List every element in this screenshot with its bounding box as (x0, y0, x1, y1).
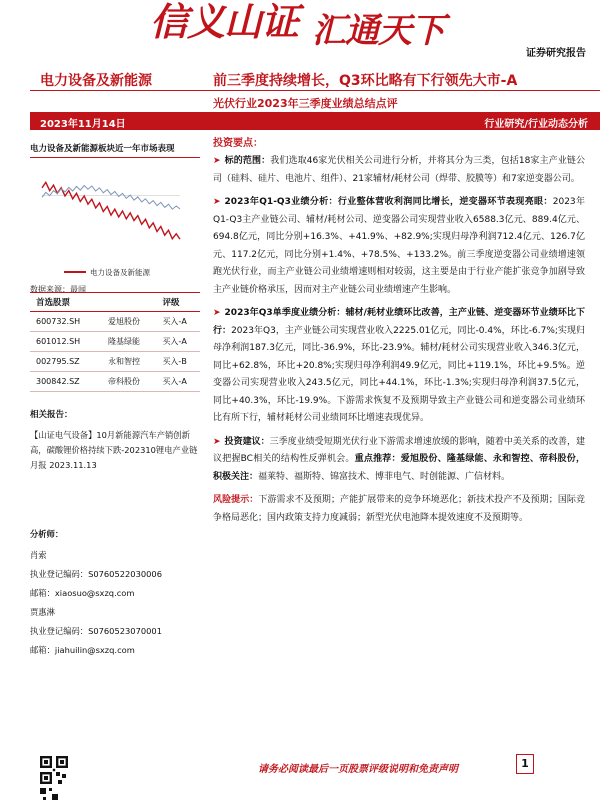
paragraph-body: 三季度业绩受短期光伏行业下游需求增速放缓的影响，随着中美关系的改善，建议把握BC相关的结构性反弹机会。 (213, 436, 585, 464)
stock-table (30, 292, 200, 392)
date-bar (30, 112, 600, 130)
paragraph-body: 2023年Q3，主产业链公司实现营业收入2225.01亿元，同比-0.4%，环比-6.7%;实现归母净利润187.3亿元，同比-36.9%，环比-23.9%。辅材/耗材公司实现营业收入346.3亿元，同比+62.8%，环比+20.8%;实现归母净利润49.9亿元，同比+119.1%，环比+9.5%。逆变器公司实现营业收入243.5亿元，同比+44.1%，环比-1.3%;实现归母净利润37.5亿元，同比+40.3%，环比-19.9%。下游需求恢复不及预期导致主产业链公司和逆变器公司业绩环比有所下行，辅材耗材公司业绩同环比增速表现优异。 (213, 325, 585, 423)
arrow-bullet-icon: ➤ (213, 436, 221, 447)
stock-rating: 买入-A (156, 312, 200, 332)
stock-rating: 买入-A (156, 332, 200, 352)
qr-code-icon (40, 756, 68, 784)
paragraph-advice (213, 434, 585, 487)
title-divider (30, 90, 600, 91)
stock-rating: 买入-A (156, 372, 200, 392)
chart-series-line-0 (42, 182, 180, 239)
logo-text-primary: 信义山证 (150, 0, 299, 44)
stock-table-header-name (102, 293, 156, 312)
analyst-reg: 执业登记编码：S0760522030006 (30, 569, 162, 579)
paragraph-lead: 2023年Q1-Q3业绩分析：行业整体营收利润同比增长，逆变器环节表现亮眼： (224, 197, 553, 207)
analyst-email[interactable]: 邮箱：xiaosuo@sxzq.com (30, 588, 135, 598)
paragraph-risk (213, 492, 585, 527)
paragraph-lead: 2023年Q3单季度业绩分析：辅材/耗材业绩环比改善，主产业链、逆变器环节业绩环比下行： (213, 308, 585, 336)
stock-name: 爱旭股份 (102, 312, 156, 332)
related-reports (30, 408, 200, 473)
stock-table-header-rating: 评级 (156, 293, 200, 312)
stock-rating: 买入-B (156, 352, 200, 372)
stock-code: 601012.SH (30, 332, 102, 352)
risk-label: 风险提示： (213, 495, 259, 505)
footer-disclaimer: 请务必阅读最后一页股票评级说明和免责声明 (258, 764, 458, 775)
table-row (30, 312, 200, 332)
paragraph-q3 (213, 305, 585, 428)
analyst-name: 贾惠淋 (30, 607, 55, 617)
arrow-bullet-icon: ➤ (213, 308, 221, 318)
analyst-email[interactable]: 邮箱：jiahuilin@sxzq.com (30, 645, 135, 655)
analyst-reg: 执业登记编码：S0760523070001 (30, 626, 162, 636)
paragraph-q1q3 (213, 194, 585, 299)
header (0, 0, 600, 64)
chart-svg (30, 162, 200, 280)
arrow-bullet-icon: ➤ (213, 156, 221, 166)
market-chart (30, 162, 200, 280)
report-type-label: 证券研究报告 (526, 48, 586, 59)
report-date: 2023年11月14日 (40, 119, 126, 130)
related-reports-title: 相关报告： (30, 410, 73, 420)
table-row (30, 352, 200, 372)
related-report-link[interactable]: 【山证电气设备】10月新能源汽车产销创新高，碳酸锂价格持续下跌-202310锂电产业链月报 2023.11.13 (30, 430, 198, 470)
sub-title: 光伏行业2023年三季度业绩总结点评 (213, 97, 398, 110)
stock-table-header-code: 首选股票 (30, 293, 102, 312)
stock-name: 永和智控 (102, 352, 156, 372)
stock-code: 300842.SZ (30, 372, 102, 392)
stock-code: 002795.SZ (30, 352, 102, 372)
paragraph-scope (213, 153, 585, 188)
focus-stocks: 爱旭股份、隆基绿能、永和智控、帝科股份， (400, 454, 585, 464)
chart-series-line-1 (42, 186, 180, 210)
logo-text-secondary: 汇通天下 (312, 11, 444, 51)
sector-title: 电力设备及新能源 (40, 73, 152, 89)
stock-code: 600732.SH (30, 312, 102, 332)
paragraph-lead: 标的范围： (224, 156, 271, 166)
table-row (30, 372, 200, 392)
focus-label: 重点推荐： (354, 454, 401, 464)
chart-title: 电力设备及新能源板块近一年市场表现 (30, 138, 200, 158)
paragraph-body: 我们选取46家光伏相关公司进行分析，并将其分为三类，包括18家主产业链公司（硅料、硅片、电池片、组件）、21家辅材/耗材公司（焊带、胶膜等）和7家逆变器公司。 (213, 156, 585, 184)
right-column (213, 134, 585, 533)
paragraph-body: 2023年Q1-Q3主产业链公司、辅材/耗材公司、逆变器公司实现营业收入6588.3亿元、889.4亿元、694.8亿元，同比分别+16.3%、+41.9%、+82.9%;实现归母净利润712.4亿元、126.7亿元、117.2亿元，同比分别+1.4%、+78.5%、+133.2%。前三季度逆变器公司业绩增速领跑光伏行业，而主产业链公司业绩增速则相对较弱，这主要是由于行业产能扩张竞争加剧导致主产业链价格承压，因而对主产业链公司业绩增速产生影响。 (213, 197, 585, 295)
active-label: 积极关注： (213, 471, 259, 482)
page-number: 1 (516, 754, 534, 774)
active-stocks: 福莱特、福斯特、锦富技术、博菲电气、时创能源、广信材料。 (258, 471, 511, 482)
chart-source: 数据来源：最闻 (30, 285, 86, 294)
investment-highlights-heading: 投资要点： (213, 138, 263, 149)
analysts (30, 528, 200, 660)
arrow-bullet-icon: ➤ (213, 197, 221, 207)
analyst-label: 分析师： (30, 529, 64, 539)
risk-body: 下游需求不及预期；产能扩展带来的竞争环境恶化；新技术投产不及预期；国际竞争格局恶化；国内政策支持力度减弱；新型光伏电池降本提效速度不及预期等。 (213, 495, 585, 523)
table-row (30, 332, 200, 352)
stock-name: 帝科股份 (102, 372, 156, 392)
analyst-name: 肖索 (30, 550, 47, 560)
left-column (30, 138, 200, 295)
paragraph-lead: 投资建议： (224, 436, 270, 447)
chart-legend-label: 电力设备及新能源 (90, 268, 150, 277)
qr-code-small-icon (40, 788, 58, 800)
report-category: 行业研究/行业动态分析 (484, 119, 588, 130)
stock-name: 隆基绿能 (102, 332, 156, 352)
main-title: 前三季度持续增长，Q3环比略有下行领先大市-A (213, 73, 518, 89)
stock-table-header (30, 293, 200, 312)
